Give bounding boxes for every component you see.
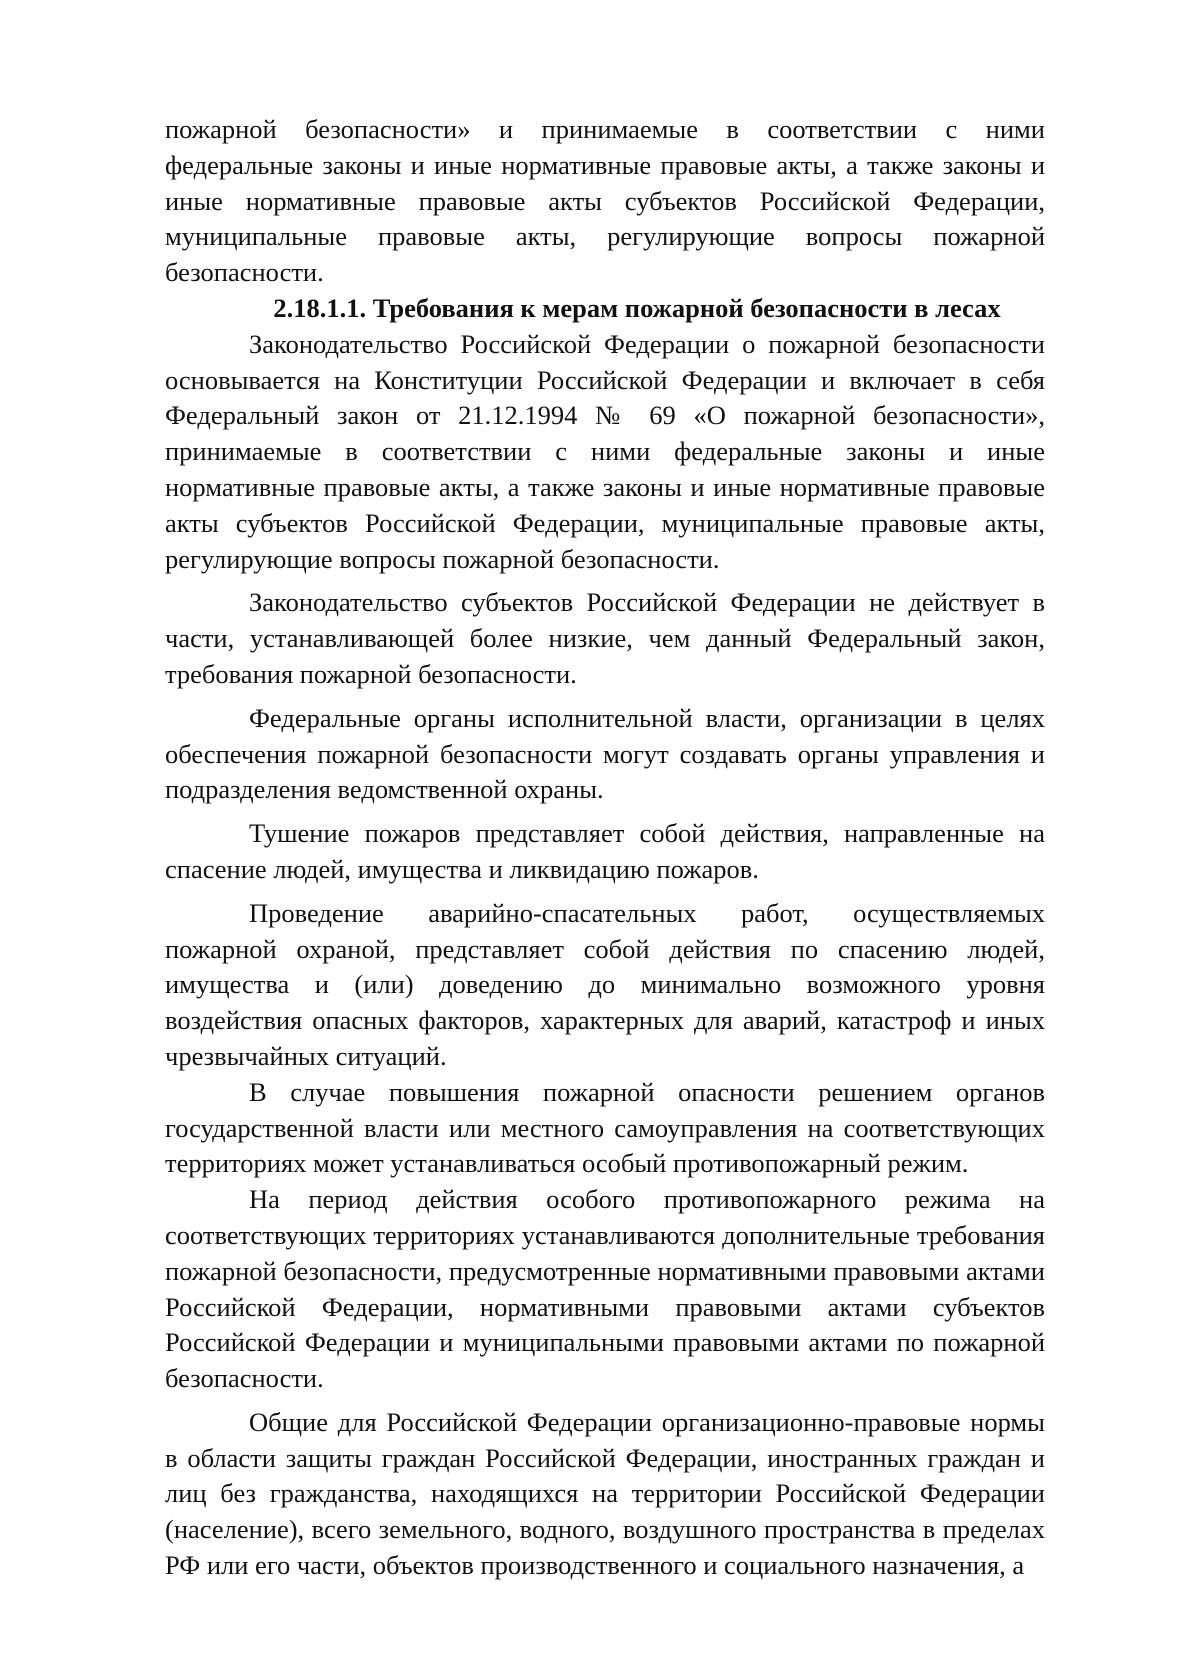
paragraph-general-norms: Общие для Российской Федерации организационно-правовые нормы в области защиты граждан Российской Федерации, иностранных граждан и лиц без гражданства, находящихся на территории Российской Федерации (население), всего земельного, водного, воздушного пространства в пределах РФ или его части, объектов производственного и социального назначения, а <box>165 1406 1045 1581</box>
document-page <box>165 112 1045 1584</box>
paragraph-federal-bodies: Федеральные органы исполнительной власти, организации в целях обеспечения пожарной безопасности могут создавать органы управления и подразделения ведомственной охраны. <box>165 702 1045 805</box>
paragraph-rescue-operations: Проведение аварийно-спасательных работ, осуществляемых пожарной охраной, представляет собой действия по спасению людей, имущества и (или) доведению до минимально возможного уровня воздействия опасных факторов, характерных для аварий, катастроф и иных чрезвычайных ситуаций. <box>165 897 1045 1071</box>
intro-paragraph: пожарной безопасности» и принимаемые в соответствии с ними федеральные законы и иные нормативные правовые акты, а также законы и иные нормативные правовые акты субъектов Российской Федерации, муниципальные правовые акты, регулирующие вопросы пожарной безопасности. <box>165 114 1045 288</box>
paragraph-firefighting: Тушение пожаров представляет собой действия, направленные на спасение людей, имущества и ликвидацию пожаров. <box>165 818 1045 884</box>
section-heading: 2.18.1.1. Требования к мерам пожарной безопасности в лесах <box>273 292 1001 323</box>
paragraph-fire-regime: В случае повышения пожарной опасности решением органов государственной власти или местного самоуправления на соответствующих территориях может устанавливаться особый противопожарный режим. <box>165 1076 1045 1179</box>
paragraph-regional-legislation: Законодательство субъектов Российской Федерации не действует в части, устанавливающей более низкие, чем данный Федеральный закон, требования пожарной безопасности. <box>165 587 1045 689</box>
paragraph-additional-requirements: На период действия особого противопожарного режима на соответствующих территориях устанавливаются дополнительные требования пожарной безопасности, предусмотренные нормативными правовыми актами Российской Федерации, нормативными правовыми актами субъектов Российской Федерации и муниципальными правовыми актами по пожарной безопасности. <box>165 1184 1045 1394</box>
paragraph-legislation-basis: Законодательство Российской Федерации о пожарной безопасности основывается на Конституции Российской Федерации и включает в себя Федеральный закон от 21.12.1994 № 69 «О пожарной безопасности», принимаемые в соответствии с ними федеральные законы и иные нормативные правовые акты, а также законы и иные нормативные правовые акты субъектов Российской Федерации, муниципальные правовые акты, регулирующие вопросы пожарной безопасности. <box>165 328 1045 574</box>
